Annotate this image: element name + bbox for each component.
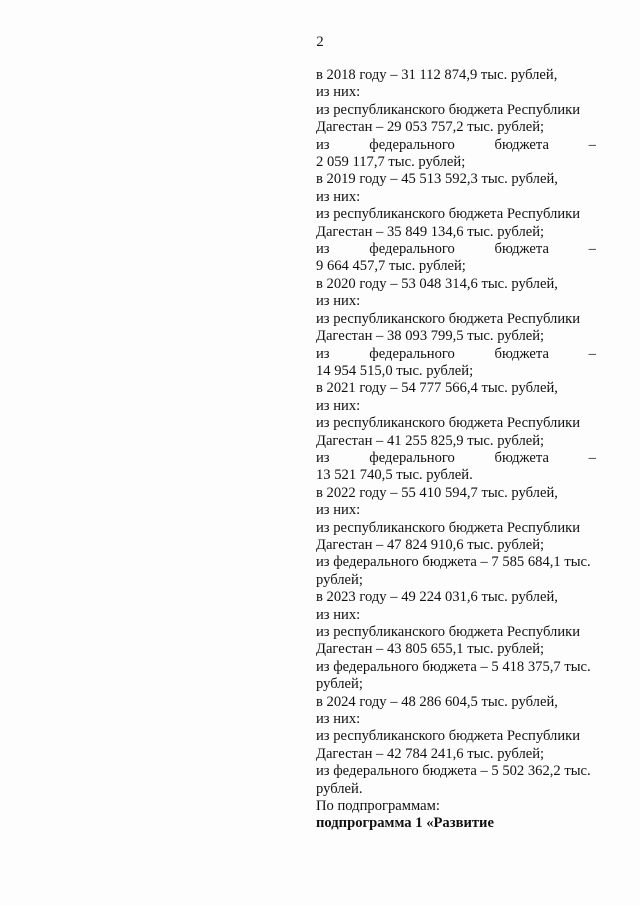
text-line: в 2018 году – 31 112 874,9 тыс. рублей, [316,67,558,83]
text-line: из республиканского бюджета Республики [316,415,581,432]
text-line: из них: [316,84,361,101]
text-line: из них: [316,711,361,728]
text-line: рублей; [316,571,363,588]
text-line: 14 954 515,0 тыс. рублей; [316,362,474,379]
text-line: из них: [316,397,361,414]
word: бюджета [494,241,549,258]
text-line: Дагестан – 38 093 799,5 тыс. рублей; [316,328,545,345]
text-line: из федерального бюджета – 5 418 375,7 тыс. [316,658,591,675]
word: из [316,136,330,153]
text-line: рублей. [316,780,363,797]
word: – [588,345,596,362]
word: из [316,345,330,362]
text-line: 9 664 457,7 тыс. рублей; [316,258,466,275]
justified-line [316,241,596,258]
text-line: Дагестан – 47 824 910,6 тыс. рублей; [316,536,545,553]
page-number: 2 [316,34,324,50]
text-line: из республиканского бюджета Республики [316,101,581,118]
text-line: из республиканского бюджета Республики [316,206,581,223]
text-line: из федерального бюджета – 7 585 684,1 тыс. [316,554,591,571]
word: – [588,241,596,258]
text-line: в 2022 году – 55 410 594,7 тыс. рублей, [316,484,558,501]
word: бюджета [494,449,549,466]
text-line: в 2023 году – 49 224 031,6 тыс. рублей, [316,589,558,606]
word: федерального [369,136,455,153]
word: федерального [369,241,455,258]
word: федерального [369,449,455,466]
word: бюджета [494,136,549,153]
text-line: в 2021 году – 54 777 566,4 тыс. рублей, [316,380,558,397]
text-line: из республиканского бюджета Республики [316,624,581,640]
text-line: из них: [316,188,361,205]
text-line: в 2024 году – 48 286 604,5 тыс. рублей, [316,693,558,710]
text-line: Дагестан – 35 849 134,6 тыс. рублей; [316,223,545,240]
text-line: из федерального бюджета – 5 502 362,2 тыс. [316,763,591,780]
justified-line [316,346,596,363]
text-line: Дагестан – 29 053 757,2 тыс. рублей; [316,119,545,136]
justified-line [316,450,596,467]
text-line: Дагестан – 41 255 825,9 тыс. рублей; [316,432,545,449]
document-body [316,67,596,833]
text-line: в 2020 году – 53 048 314,6 тыс. рублей, [316,275,558,292]
word: – [588,136,596,153]
word: бюджета [494,345,549,362]
text-line: из республиканского бюджета Республики [316,519,581,536]
justified-line [316,137,596,154]
text-line: в 2019 году – 45 513 592,3 тыс. рублей, [316,171,558,188]
word: из [316,241,330,258]
text-line: Дагестан – 42 784 241,6 тыс. рублей; [316,745,545,762]
text-line: По подпрограммам: [316,798,440,815]
text-line: 13 521 740,5 тыс. рублей. [316,467,473,484]
text-line: из них: [316,293,361,310]
word: из [316,449,330,466]
text-line: Дагестан – 43 805 655,1 тыс. рублей; [316,641,545,658]
text-line: 2 059 117,7 тыс. рублей; [316,154,466,171]
text-line: рублей; [316,676,363,693]
section-heading: подпрограмма 1 «Развитие [316,815,494,832]
text-line: из республиканского бюджета Республики [316,310,581,327]
text-line: из республиканского бюджета Республики [316,728,581,745]
text-line: из них: [316,502,361,519]
word: федерального [369,345,455,362]
text-line: из них: [316,606,361,623]
word: – [588,449,596,466]
